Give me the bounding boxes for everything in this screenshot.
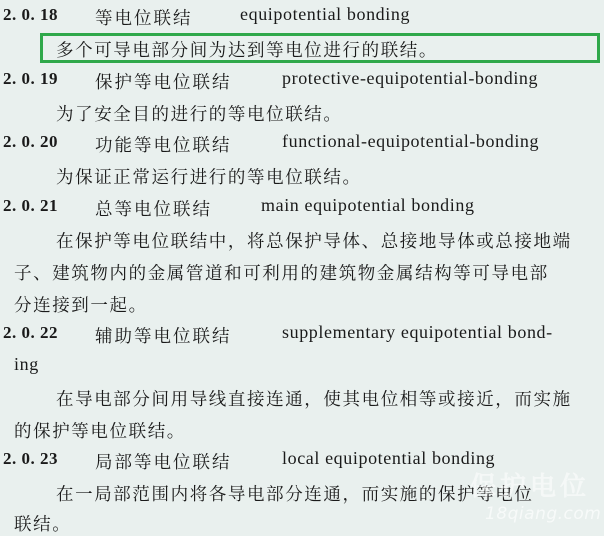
term-chinese: 等电位联结 (95, 9, 193, 29)
definition-line: 的保护等电位联结。 (14, 422, 186, 442)
term-english: local equipotential bonding (282, 448, 496, 468)
clause-number: 2. 0. 23 (3, 449, 58, 468)
definition-line: 多个可导电部分间为达到等电位进行的联结。 (56, 41, 438, 61)
definition-line: 联结。 (14, 515, 72, 535)
term-chinese: 局部等电位联结 (95, 453, 232, 473)
clause-number: 2. 0. 22 (3, 323, 58, 342)
term-chinese: 辅助等电位联结 (95, 327, 232, 347)
term-chinese: 功能等电位联结 (95, 136, 232, 156)
term-chinese: 总等电位联结 (95, 200, 212, 220)
term-english: equipotential bonding (240, 4, 411, 24)
definition-line: 在导电部分间用导线直接连通，使其电位相等或接近，而实施 (56, 390, 572, 410)
clause-number: 2. 0. 21 (3, 196, 58, 215)
definition-line: 子、建筑物内的金属管道和可利用的建筑物金属结构等可导电部 (14, 264, 549, 284)
term-english: protective-equipotential-bonding (282, 68, 539, 88)
definition-line: 分连接到一起。 (14, 296, 148, 316)
definition-line: 在一局部范围内将各导电部分连通，而实施的保护等电位 (56, 485, 534, 505)
clause-number: 2. 0. 18 (3, 5, 58, 24)
term-english: functional-equipotential-bonding (282, 131, 540, 151)
term-english: supplementary equipotential bond- (282, 322, 553, 342)
definition-line: 为保证正常运行进行的等电位联结。 (56, 168, 362, 188)
clause-number: 2. 0. 20 (3, 132, 58, 151)
clause-number: 2. 0. 19 (3, 69, 58, 88)
term-english: main equipotential bonding (261, 195, 475, 215)
watermark-text: 保护电位 (470, 472, 591, 502)
definition-line: 为了安全目的进行的等电位联结。 (56, 105, 343, 125)
definition-line: 在保护等电位联结中，将总保护导体、总接地导体或总接地端 (56, 232, 572, 252)
term-english-continued: ing (14, 354, 39, 374)
watermark-url: 18qiang.com (485, 504, 602, 524)
term-chinese: 保护等电位联结 (95, 73, 232, 93)
